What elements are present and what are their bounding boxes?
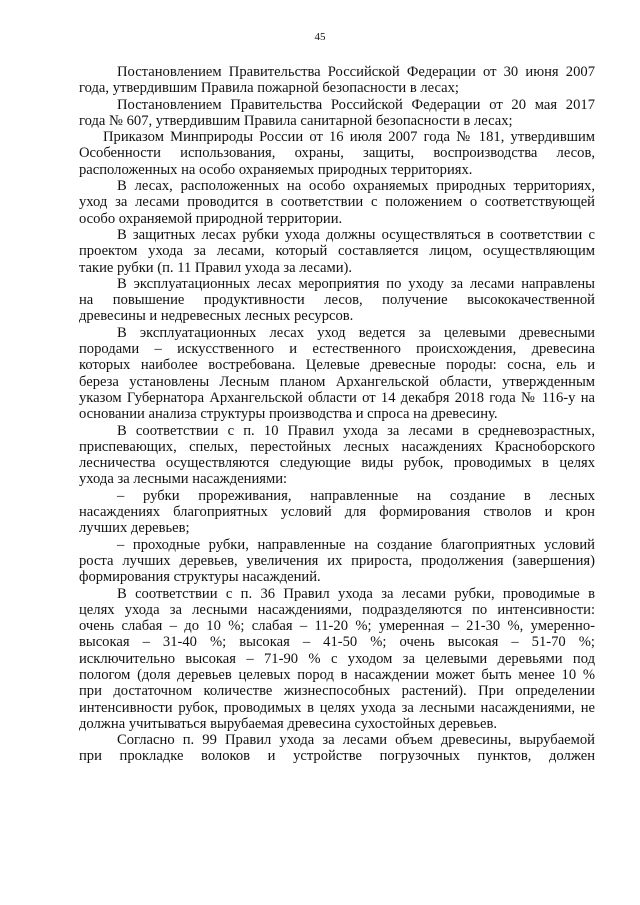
text-line: исключительно высокая – 71-90 % с уходом за целевыми деревьями под [79, 650, 595, 667]
text-line: пологом (доля деревьев целевых пород в насаждении может быть менее 10 % [79, 666, 595, 683]
paragraph-cutting-types-intro [79, 423, 595, 488]
page-number: 45 [314, 31, 326, 43]
paragraph-ministry-order [79, 129, 595, 178]
text-line: роста лучших деревьев, увеличения их прироста, продолжения (завершения) [79, 552, 595, 569]
text-line: особо охраняемой природной территории. [79, 210, 343, 227]
paragraph-exploitation-forests [79, 276, 595, 325]
text-line: лесничества осуществляются следующие виды рубок, проводимых в целях [79, 455, 595, 472]
text-line: ухода за лесными насаждениями: [79, 471, 288, 488]
text-line: Постановлением Правительства Российской Федерации от 20 мая 2017 [117, 96, 595, 113]
text-line: береза установлены Лесным планом Архангельской области, утвержденным [79, 373, 595, 390]
paragraph-harvest-volume [79, 732, 595, 765]
paragraph-intensity [79, 586, 595, 733]
text-line: – проходные рубки, направленные на создание благоприятных условий [117, 536, 595, 553]
text-line: на повышение продуктивности лесов, получение высококачественной [79, 292, 595, 309]
text-line: Постановлением Правительства Российской Федерации от 30 июня 2007 [117, 64, 595, 80]
text-line: В защитных лесах рубки ухода должны осуществляться в соответствии с [117, 226, 595, 243]
text-line: года № 607, утвердившим Правила санитарной безопасности в лесах; [79, 112, 513, 129]
text-line: проектом ухода за лесами, который составляется лицом, осуществляющим [79, 243, 595, 260]
text-line: целях ухода за лесными насаждениями, подразделяются по интенсивности: [79, 601, 595, 618]
text-line: В лесах, расположенных на особо охраняемых природных территориях, [117, 178, 595, 195]
paragraph-target-species [79, 325, 595, 423]
paragraph-protective-forests [79, 227, 595, 276]
paragraph-government-decree-2017 [79, 97, 595, 130]
text-line: В соответствии с п. 36 Правил ухода за лесами рубки, проводимые в [117, 585, 595, 602]
text-line: древесины и недревесных лесных ресурсов. [79, 308, 354, 325]
text-line: приспевающих, спелых, перестойных лесных насаждениях Красноборского [79, 438, 595, 455]
text-line: В соответствии с п. 10 Правил ухода за лесами в средневозрастных, [117, 422, 595, 439]
paragraph-protected-territories [79, 178, 595, 227]
text-line: высокая – 31-40 %; высокая – 41-50 %; очень высокая – 51-70 %; [79, 634, 595, 651]
text-line: В эксплуатационных лесах мероприятия по уходу за лесами направлены [117, 275, 595, 292]
text-line: Согласно п. 99 Правил ухода за лесами объем древесины, вырубаемой [117, 732, 595, 749]
document-body [79, 64, 595, 765]
text-line: должна учитываться вырубаемая древесина сухостойных деревьев. [79, 715, 498, 732]
text-line: которых наиболее востребована. Целевые древесные породы: сосна, ель и [79, 357, 595, 374]
text-line: года, утвердившим Правила пожарной безопасности в лесах; [79, 80, 459, 97]
text-line: расположенных на особо охраняемых природных территориях. [79, 161, 473, 178]
text-line: лучших деревьев; [79, 520, 190, 537]
text-line: очень слабая – до 10 %; слабая – 11-20 %; умеренная – 21-30 %, умеренно- [79, 618, 595, 635]
list-item-passage-cuttings [79, 537, 595, 586]
text-line: при прокладке волоков и устройстве погрузочных пунктов, должен [79, 748, 595, 765]
paragraph-government-decree-2007 [79, 64, 595, 97]
text-line: основании анализа структуры производства и спроса на древесину. [79, 406, 498, 423]
text-line: Приказом Минприроды России от 16 июля 2007 года № 181, утвердившим [103, 129, 595, 146]
text-line: породами – искусственного и естественного происхождения, древесина [79, 341, 595, 358]
text-line: – рубки прореживания, направленные на создание в лесных [117, 487, 595, 504]
text-line: В эксплуатационных лесах уход ведется за целевыми древесными [117, 324, 595, 341]
text-line: уход за лесами проводится в соответствии с положением о соответствующей [79, 194, 595, 211]
list-item-thinning [79, 488, 595, 537]
text-line: такие рубки (п. 11 Правил ухода за лесами). [79, 259, 353, 276]
text-line: Особенности использования, охраны, защиты, воспроизводства лесов, [79, 145, 595, 162]
text-line: указом Губернатора Архангельской области от 14 декабря 2018 года № 116-у на [79, 389, 595, 406]
text-line: насаждениях благоприятных условий для формирования стволов и крон [79, 504, 595, 521]
text-line: формирования структуры насаждений. [79, 569, 321, 586]
text-line: интенсивности рубок, проводимых в целях ухода за лесными насаждениями, не [79, 699, 595, 716]
text-line: при достаточном количестве жизнеспособных растений). При определении [79, 683, 595, 700]
